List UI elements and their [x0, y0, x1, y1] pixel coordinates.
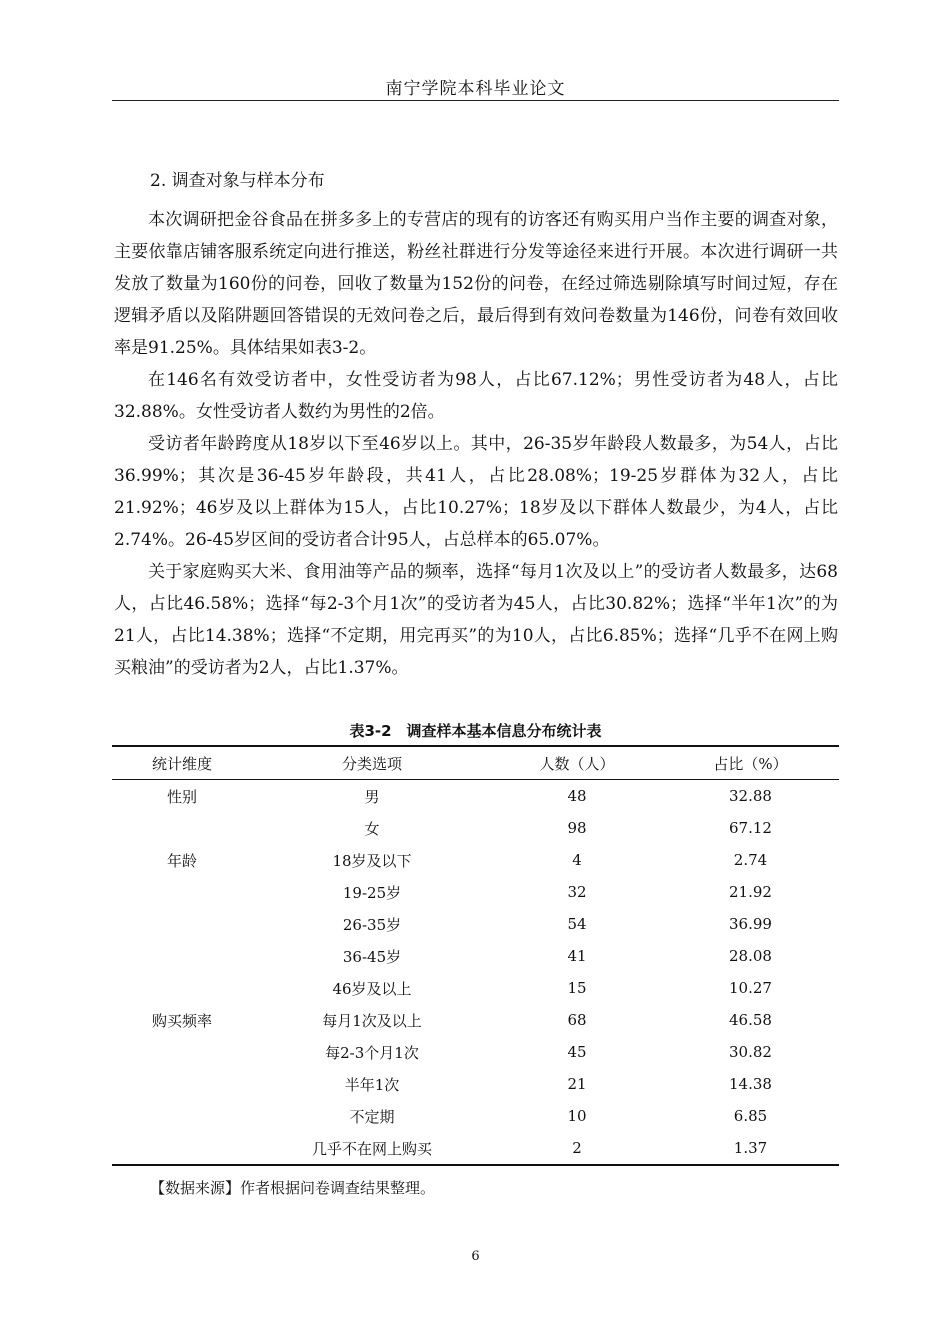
paragraph: 本次调研把金谷食品在拼多多上的专营店的现有的访客还有购买用户当作主要的调查对象，主要依靠店铺客服系统定向进行推送，粉丝社群进行分发等途径来进行开展。本次进行调研一共发放了数量为160份的问卷，回收了数量为152份的问卷，在经过筛选剔除填写时间过短，存在逻辑矛盾以及陷阱题回答错误的无效问卷之后，最后得到有效问卷数量为146份，问卷有效回收率是91.25%。具体结果如表3-2。 [114, 210, 838, 358]
table-cell: 1.37 [733, 1139, 768, 1157]
table-cell: 26-35岁 [342, 915, 402, 934]
table-cell: 6.85 [733, 1107, 768, 1125]
header-cell: 统计维度 [151, 754, 212, 773]
table-cell: 54 [567, 915, 587, 933]
body-text [114, 204, 838, 684]
table-cell: 48 [567, 787, 587, 805]
table-cell: 21.92 [729, 883, 772, 901]
table-cell: 每月1次及以上 [322, 1011, 422, 1030]
table-cell [112, 1100, 252, 1132]
table-cell: 41 [567, 947, 587, 965]
table-body [112, 780, 839, 1166]
table-cell: 32 [567, 883, 587, 901]
table-cell: 68 [567, 1011, 587, 1029]
table-cell: 18岁及以下 [332, 851, 412, 870]
table-cell: 男 [364, 787, 380, 806]
table-cell [112, 972, 252, 1004]
paragraph: 在146名有效受访者中，女性受访者为98人，占比67.12%；男性受访者为48人，占比32.88%。女性受访者人数约为男性的2倍。 [114, 370, 838, 422]
table-row [112, 876, 839, 908]
table-cell: 45 [567, 1043, 587, 1061]
table-cell: 年龄 [166, 851, 197, 870]
table-cell: 46.58 [729, 1011, 772, 1029]
table-header-row [112, 746, 839, 780]
table-cell [112, 812, 252, 844]
header-cell: 人数（人） [539, 754, 615, 773]
table-cell: 15 [567, 979, 587, 997]
page-header: 南宁学院本科毕业论文 [385, 79, 566, 99]
table-cell: 98 [567, 819, 587, 837]
table-cell: 半年1次 [344, 1075, 400, 1094]
table-row [112, 940, 839, 972]
header-rule [112, 100, 839, 101]
table-cell: 购买频率 [151, 1011, 212, 1030]
paragraph: 关于家庭购买大米、食用油等产品的频率，选择“每月1次及以上”的受访者人数最多，达68人，占比46.58%；选择“每2-3个月1次”的受访者为45人，占比30.82%；选择“半年1次”的为21人，占比14.38%；选择“不定期，用完再买”的为10人，占比6.85%；选择“几乎不在网上购买粮油”的受访者为2人，占比1.37%。 [114, 562, 838, 678]
table-cell: 67.12 [729, 819, 772, 837]
table-cell: 36.99 [729, 915, 772, 933]
table-cell [112, 940, 252, 972]
sample-table [112, 745, 839, 1166]
header-cell: 占比（%） [713, 754, 788, 773]
table-cell: 21 [567, 1075, 587, 1093]
table-row [112, 1100, 839, 1132]
table-cell: 2.74 [733, 851, 768, 869]
table-cell: 每2-3个月1次 [325, 1043, 419, 1062]
table-cell: 28.08 [729, 947, 772, 965]
table-cell [112, 1132, 252, 1165]
table-cell [112, 1068, 252, 1100]
table-row [112, 1132, 839, 1165]
table-cell: 32.88 [729, 787, 772, 805]
table-cell [112, 908, 252, 940]
table-row [112, 1004, 839, 1036]
table-row [112, 1068, 839, 1100]
table-row [112, 812, 839, 844]
table-row [112, 908, 839, 940]
table-cell: 2 [572, 1139, 582, 1157]
table-cell: 46岁及以上 [332, 979, 412, 998]
table-cell: 10 [567, 1107, 587, 1125]
section-heading: 2. 调查对象与样本分布 [150, 171, 325, 191]
table-caption: 表3-2 调查样本基本信息分布统计表 [349, 722, 602, 740]
table-row [112, 972, 839, 1004]
source-note: 【数据来源】作者根据问卷调查结果整理。 [150, 1179, 436, 1197]
table-cell: 几乎不在网上购买 [311, 1139, 432, 1158]
header-cell: 分类选项 [341, 754, 402, 773]
table-cell: 36-45岁 [342, 947, 402, 966]
table-cell: 女 [364, 819, 380, 838]
table-cell: 19-25岁 [342, 883, 402, 902]
table-cell: 4 [572, 851, 582, 869]
table-row [112, 844, 839, 876]
table-cell: 性别 [166, 787, 197, 806]
table-cell: 不定期 [349, 1107, 395, 1126]
table-row [112, 780, 839, 813]
table-cell [112, 876, 252, 908]
table-cell: 10.27 [729, 979, 772, 997]
page-number: 6 [471, 1249, 480, 1264]
table-cell: 14.38 [729, 1075, 772, 1093]
paragraph: 受访者年龄跨度从18岁以下至46岁以上。其中，26-35岁年龄段人数最多，为54人，占比36.99%；其次是36-45岁年龄段，共41人，占比28.08%；19-25岁群体为32人，占比21.92%；46岁及以上群体为15人，占比10.27%；18岁及以下群体人数最少，为4人，占比2.74%。26-45岁区间的受访者合计95人，占总样本的65.07%。 [114, 434, 838, 550]
table-cell [112, 1036, 252, 1068]
table-cell: 30.82 [729, 1043, 772, 1061]
table-row [112, 1036, 839, 1068]
